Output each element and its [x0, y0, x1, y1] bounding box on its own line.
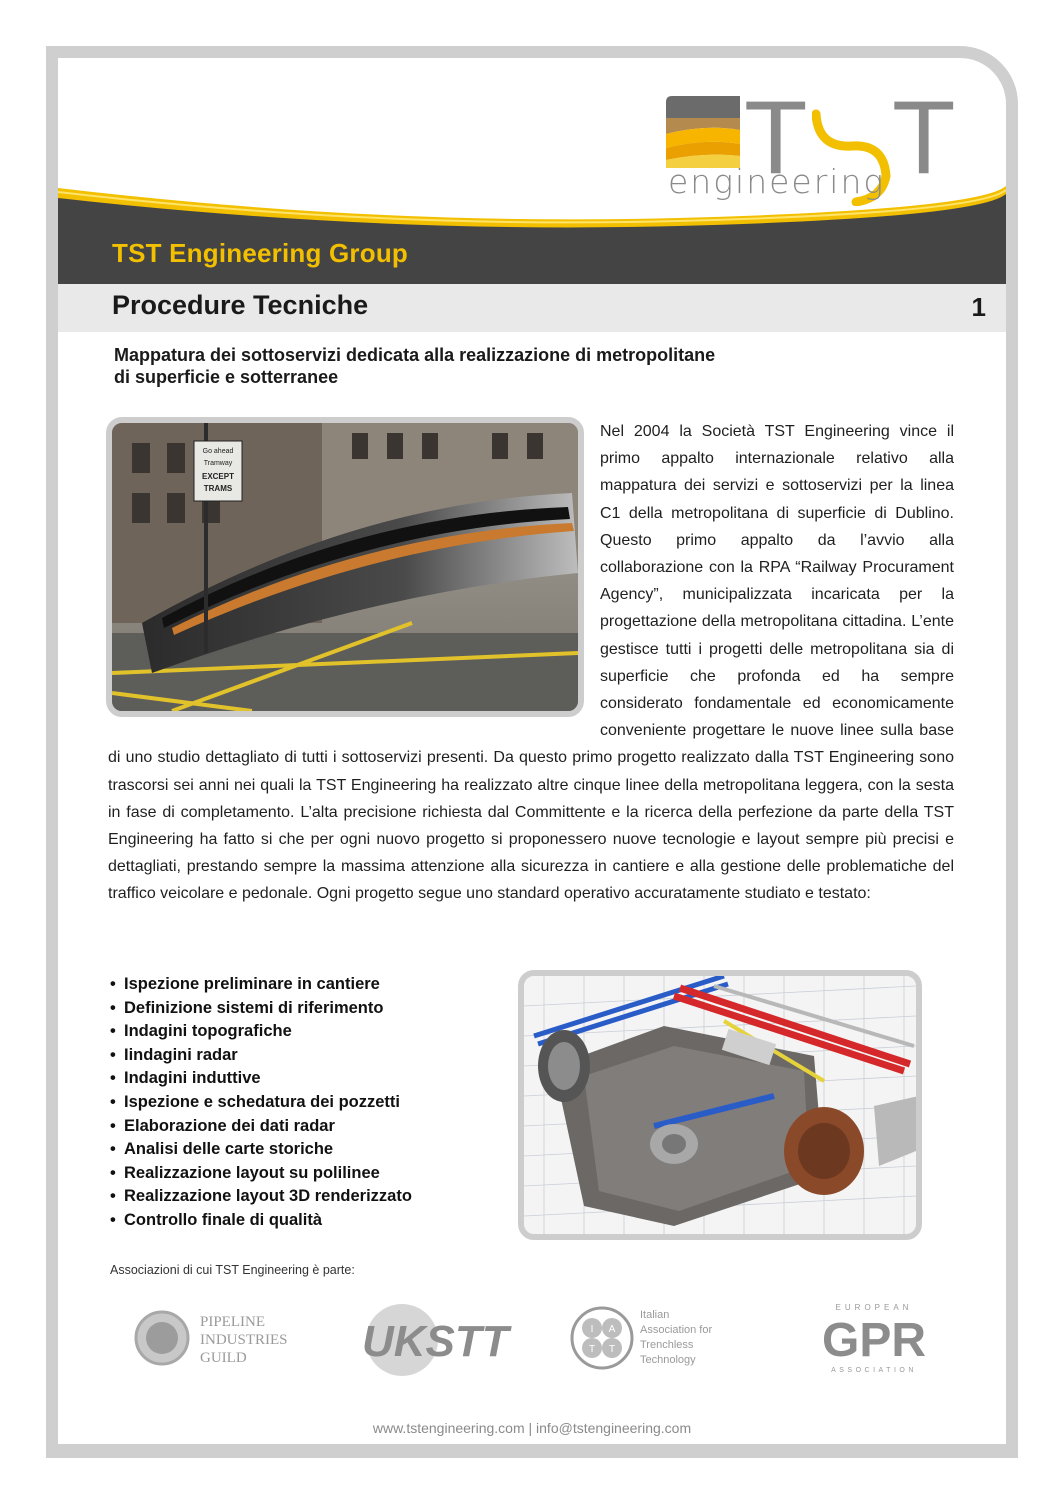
logo-letter-t1: T [744, 80, 808, 196]
section-title: Procedure Tecniche [112, 290, 369, 320]
gpr-wordmark: GPR [821, 1314, 927, 1367]
tst-logo [666, 80, 966, 206]
iatt-line-3: Trenchless [640, 1339, 694, 1351]
article-text: Nel 2004 la Società TST Engineering vince il primo appalto internazionale relativo alla mappatura dei servizi e sottoservizi per la linea C1 della metropolitana di superficie di Dublino. Questo primo appalto da l’avvio alla collaborazione con la RPA “Railway Procurament Agency”, municipalizzata incaricata per la progettazione della metropolitana cittadina. L’ente gestisce tutti i progetti delle metropolitana sia di superficie che profonda ed ha sempre considerato fondamentale ed economicamente conveniente progettare le nuove linee sulla base di uno studio dettagliato di tutti i sottoservizi presenti. Da questo primo progetto realizzato dalla TST Engineering sono trascorsi sei anni nei quali la TST Engineering ha realizzato altre cinque linee della metropolitana leggera, con la sesta in fase di completamento. L’alta precisione richiesta dal Committente e la ricerca della perfezione da parte della TST Engineering ha fatto si che per ogni nuovo progetto si proponessero nuove tecnologie e layout sempre più precisi e dettagliati, prestando sempre la massima attenzione alla sicurezza in cantiere e alla gestione delle problematiche del traffico veicolare e pedonale. Ogni progetto segue uno standard operativo accuratamente studiato e testato: [108, 423, 954, 903]
iatt-monogram-3: T [588, 1344, 596, 1355]
list-item: • Realizzazione layout su polilinee [110, 1162, 412, 1186]
page-number: 1 [971, 292, 986, 322]
logo-subtitle: engineering [668, 162, 886, 201]
ukstt-wordmark: UKSTT [362, 1317, 509, 1366]
iatt-line-4: Technology [640, 1354, 696, 1366]
iatt-logo [566, 1296, 746, 1386]
photo-spacer [108, 418, 600, 720]
procedure-steps-list [110, 973, 412, 1233]
footer-contact: www.tstengineering.com | info@tstengineering.com [372, 1420, 692, 1436]
article-body [108, 418, 954, 908]
iatt-monogram-2: A [608, 1324, 616, 1335]
list-item: • Definizione sistemi di riferimento [110, 997, 412, 1021]
iatt-line-1: Italian [640, 1309, 670, 1321]
iatt-line-2: Association for [640, 1324, 713, 1336]
list-item: • Iindagini radar [110, 1044, 412, 1068]
utility-3d-render-illustration [524, 976, 916, 1234]
association-logos [128, 1296, 948, 1386]
pig-line-3: GUILD [200, 1350, 247, 1366]
gpr-bottom-text: ASSOCIATION [831, 1367, 917, 1374]
iatt-monogram-1: I [590, 1324, 594, 1335]
list-item: • Realizzazione layout 3D renderizzato [110, 1185, 412, 1209]
gpr-top-text: EUROPEAN [835, 1303, 913, 1312]
group-title: TST Engineering Group [112, 238, 408, 268]
list-item: • Ispezione e schedatura dei pozzetti [110, 1091, 412, 1115]
sign-line-2: Tramway [203, 460, 233, 467]
sign-line-3: EXCEPT [201, 472, 235, 481]
pig-line-2: INDUSTRIES [200, 1332, 288, 1348]
list-item: • Indagini induttive [110, 1067, 412, 1091]
list-item: • Indagini topografiche [110, 1020, 412, 1044]
logo-letter-t2: T [892, 80, 956, 196]
list-item: • Elaborazione dei dati radar [110, 1115, 412, 1139]
list-item: • Ispezione preliminare in cantiere [110, 973, 412, 997]
ukstt-logo [354, 1296, 514, 1386]
associations-label: Associazioni di cui TST Engineering è parte: [110, 1263, 355, 1277]
list-item: • Controllo finale di qualità [110, 1209, 412, 1233]
european-gpr-association-logo [804, 1296, 944, 1386]
sign-line-1: Go ahead [202, 448, 234, 455]
page-frame [46, 46, 1018, 1458]
pipeline-industries-guild-logo [128, 1296, 298, 1386]
article-subtitle: Mappatura dei sottoservizi dedicata alla realizzazione di metropolitane di superficie e sotterranee [114, 345, 716, 387]
iatt-monogram-4: T [608, 1344, 616, 1355]
sign-line-4: TRAMS [203, 484, 233, 493]
pig-line-1: PIPELINE [200, 1314, 265, 1330]
list-item: • Analisi delle carte storiche [110, 1138, 412, 1162]
utility-3d-render [518, 970, 922, 1240]
